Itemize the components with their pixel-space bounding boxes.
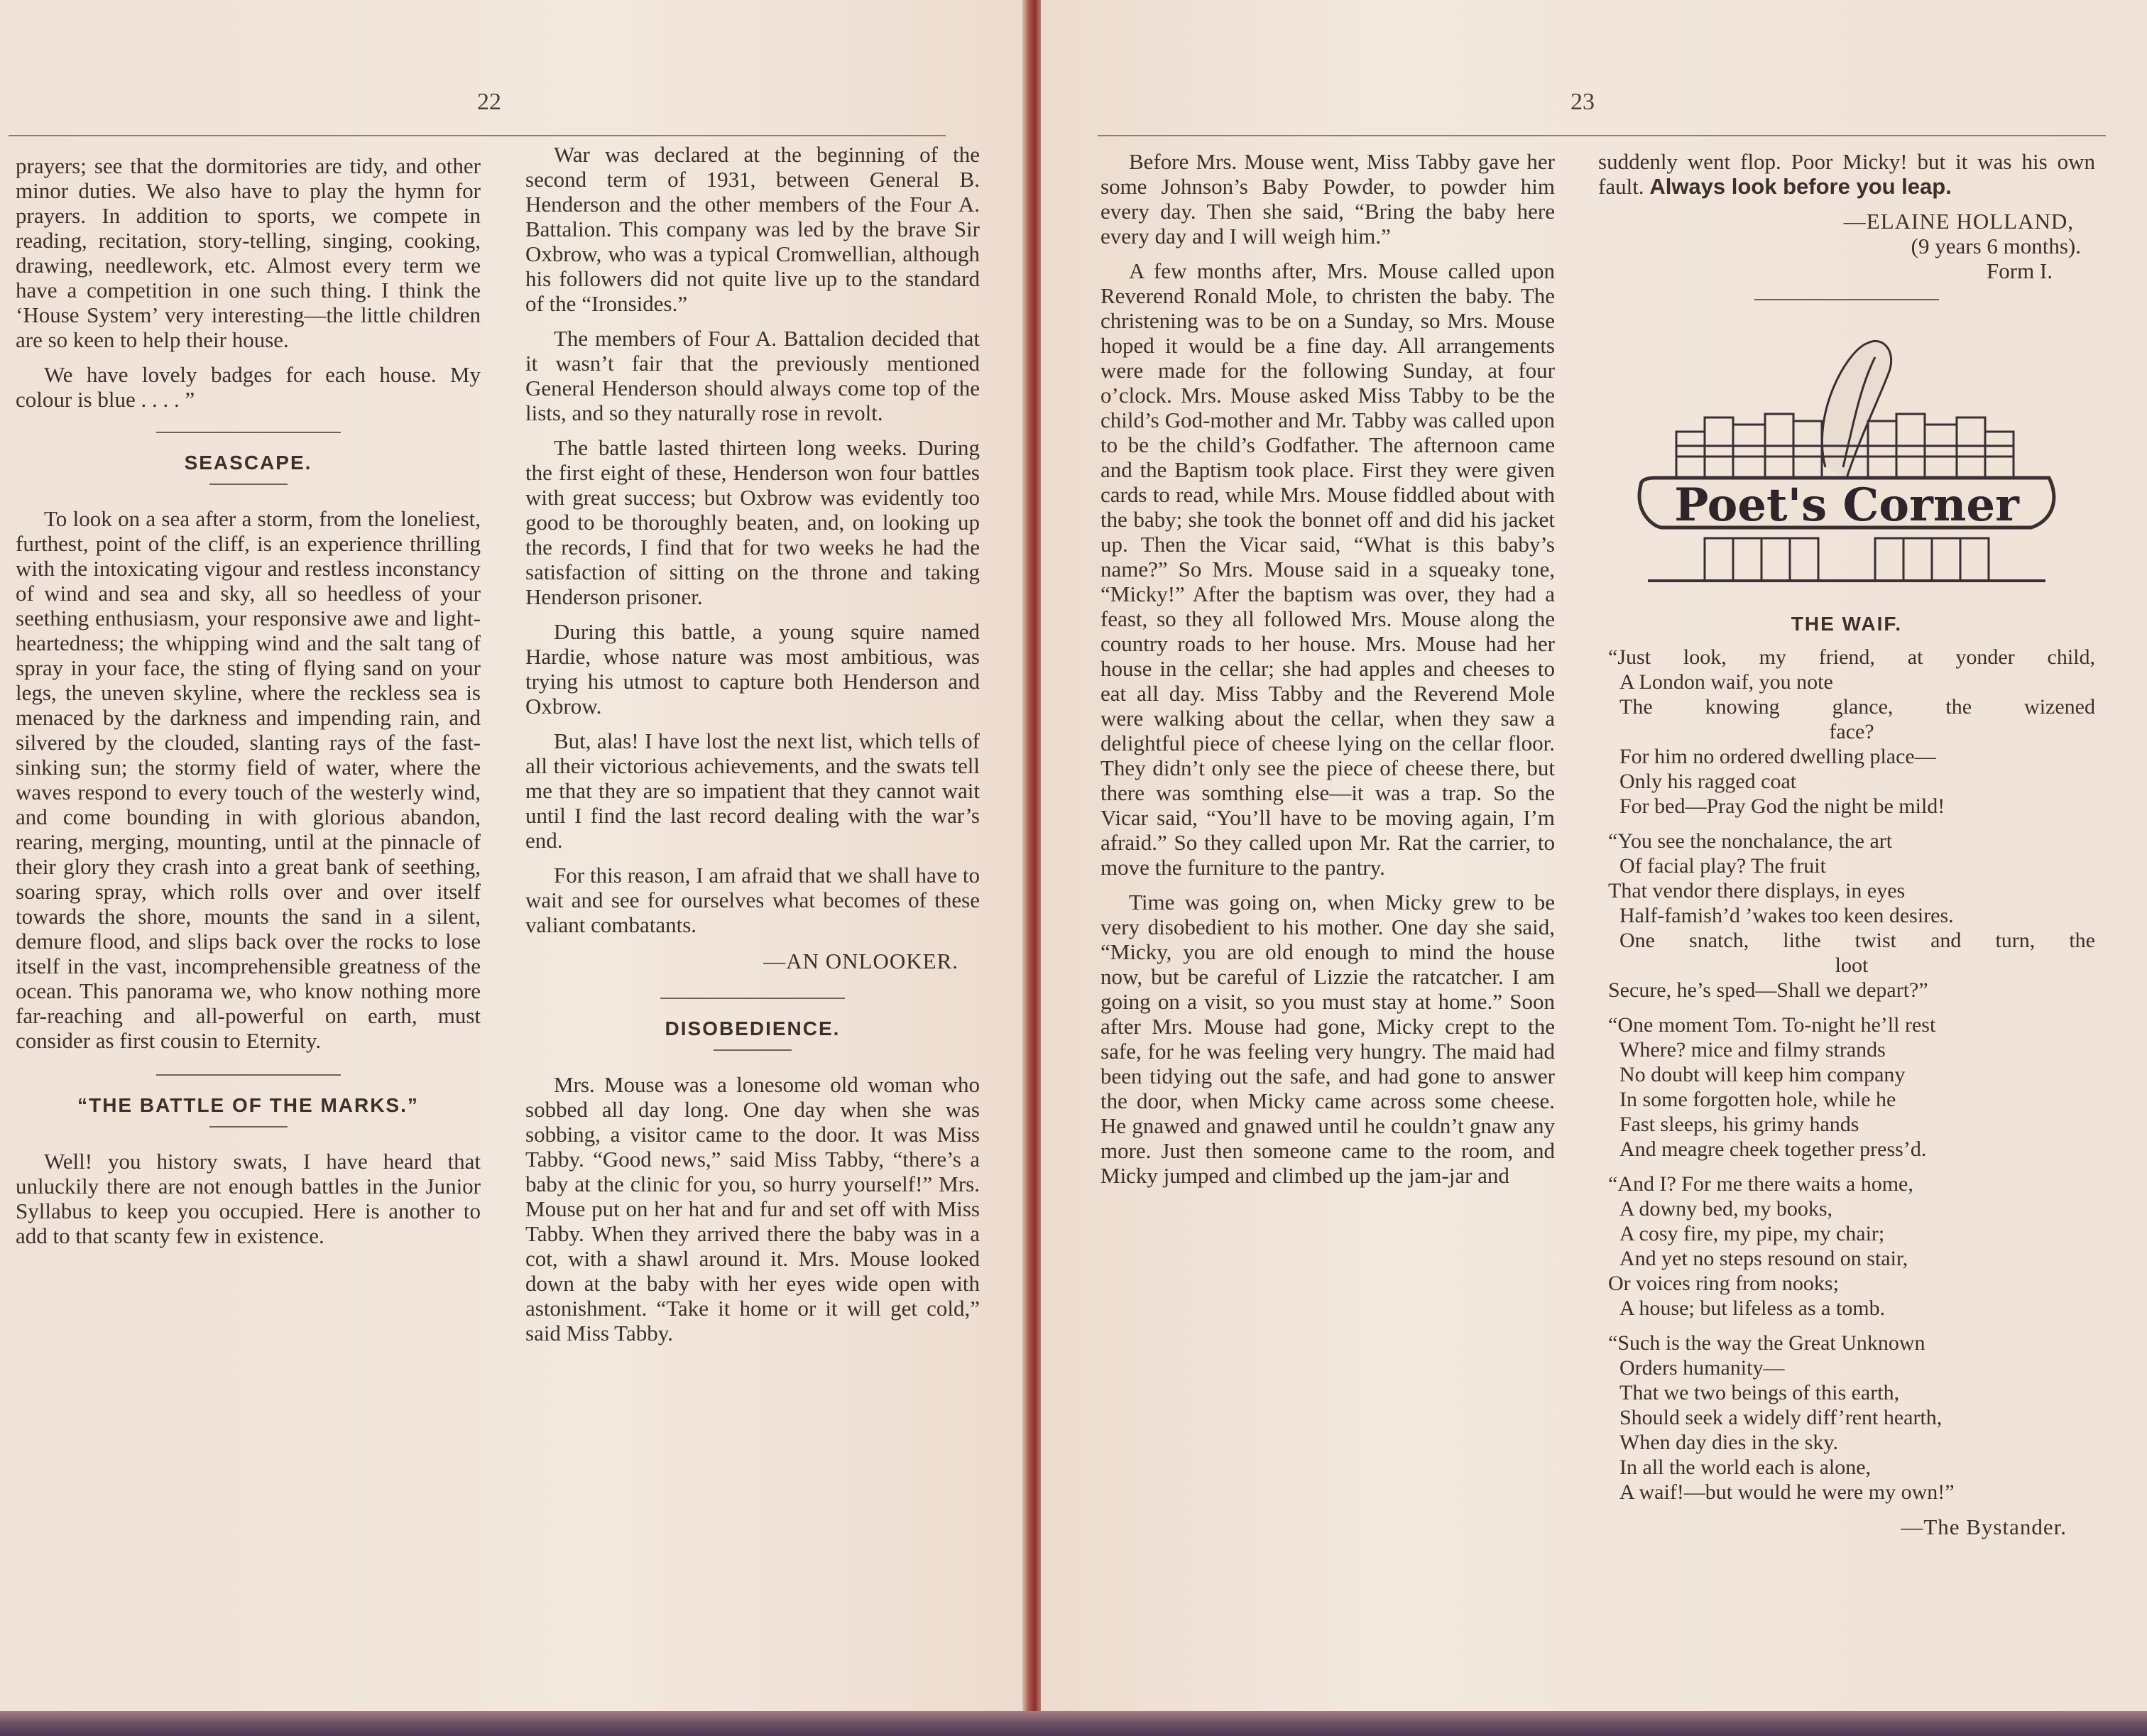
disobedience-paragraph: Time was going on, when Micky grew to be very disobedient to his mother. One day she said, “Micky, you are old enough to mind the house now, but be careful of Lizzie the ratcatcher. I am going on a visit, so you must stay at home.” Soon after Mrs. Mouse had gone, Micky crept to the safe, for he was feeling very hungry. The maid had been tidying out the safe, and had gone to answer the door, when Micky came across some cheese. He gnawed and gnawed until he couldn’t gnaw any more. Just then someone came to the room, and Micky jumped and climbed up the jam-jar and [1100,890,1555,1188]
poem-line: “Such is the way the Great Unknown [1608,1331,1925,1355]
title-divider [714,1049,792,1051]
battle-intro-paragraph: Well! you history swats, I have heard that unluckily there are not enough battles in the Junior Syllabus to keep you occupied. Here is another to add to that scanty few in existence. [16,1149,481,1248]
header-rule-left [9,135,946,136]
house-system-paragraph: prayers; see that the dormitories are tidy, and other minor duties. We also have to play the hymn for prayers. In addition to sports, we compete in reading, recitation, story-telling, singing, cooking, drawing, needlework, etc. Almost every term we have a competition in one such thing. I think the ‘House System’ very interesting—the little children are so keen to help their house. [16,153,481,352]
poets-corner-illustration [1634,315,2060,599]
bookshelf-quill-icon [1634,315,2060,599]
section-divider [156,432,341,433]
poem-stanza [1598,1012,2095,1162]
poem-line: A downy bed, my books, [1619,1197,1832,1221]
poem-line: Secure, he’s sped—Shall we depart?” [1608,978,1928,1002]
poem-line: “One moment Tom. To-night he’ll rest [1608,1013,1936,1037]
disobedience-paragraph: A few months after, Mrs. Mouse called upon Reverend Ronald Mole, to christen the baby. The christening was to be on a Sunday, so Mrs. Mouse hoped it would be a fine day. All arrangements were made for the following Sunday, at four o’clock. Mrs. Mouse asked Miss Tabby to be the child’s God-mother and Mr. Tabby was called upon to be the child’s Godfather. The afternoon came and the Baptism took place. First they were given cards to read, while Mrs. Mouse fiddled about with the baby; she took the bonnet off and did his jacket up. Then the Vicar said, “What is this baby’s name?” So Mrs. Mouse said in a squeaky tone, “Micky!” After the baptism was over, they had a feast, so they all followed Mrs. Mouse along the country roads to her house. Mrs. Mouse had her house in the cellar; she had apples and cheeses to eat all day. Miss Tabby and the Reverend Mole were walking about the cellar, when they saw a delightful piece of cheese lying on the cellar floor. They didn’t only see the piece of cheese there, but there was somthing else—it was a trap. So the Vicar said, “You’ll have to be moving again, I’m afraid.” So they called upon Mr. Rat the carrier, to move the furniture to the pantry. [1100,258,1555,880]
battle-title: “THE BATTLE OF THE MARKS.” [77,1094,419,1116]
cover-edge [0,1711,2147,1736]
title-divider [209,484,288,485]
left-page [0,0,1027,1711]
battle-paragraph: During this battle, a young squire named Hardie, whose nature was most ambitious, was trying his utmost to capture both Henderson and Oxbrow. [525,619,980,719]
poem-line: Of facial play? The fruit [1619,854,1826,878]
poem-stanza [1598,829,2095,1003]
right-page [1041,0,2147,1711]
poem-line: No doubt will keep him company [1619,1063,1906,1086]
author-age: (9 years 6 months). [1911,234,2081,258]
poem-line: “Just look, my friend, at yonder child, [1608,645,2095,669]
seascape-paragraph: To look on a sea after a storm, from the loneliest, furthest, point of the cliff, is an experience thrilling with the intoxicating vigour and restless inconstancy of wind and sea and sky, all so heedless of your seething enthusiasm, your responsive awe and light-heartedness; the whipping wind and the salt tang of spray in your face, the sting of flying sand on your legs, the uneven skyline, where the reckless sea is menaced by the darkness and impending rain, and silvered by the clouded, slanting rays of the fast-sinking sun; the stormy field of water, where the waves respond to every touch of the westerly wind, and come bounding in with glorious abandon, rearing, merging, mounting, until at the pinnacle of their glory they crash into a great bank of seething, soaring spray, which rolls over and over itself towards the shore, mounts the sand in a silent, demure flood, and slips back over the rocks to lose itself in the vast, incomprehensible greatness of the ocean. This panorama we, who know nothing more far-reaching and all-powerful on earth, must consider as first cousin to Eternity. [16,506,481,1053]
poem-signature: —The Bystander. [1901,1514,2067,1539]
author-signature: —ELAINE HOLLAND, [1843,209,2074,234]
disobedience-ending-text: suddenly went flop. Poor Micky! but it was his own fault. [1598,149,2095,199]
poem-line: And yet no steps resound on stair, [1619,1247,1908,1270]
poem-line: The knowing glance, the wizened [1619,695,2095,719]
moral-text: Always look before you leap. [1649,174,1952,199]
poem-line: For bed—Pray God the night be mild! [1619,795,1945,818]
battle-paragraph: But, alas! I have lost the next list, which tells of all their victorious achievements, and the swats tell me that they are so impatient that they cannot wait until I find the last record dealing with the war’s end. [525,728,980,853]
battle-paragraph: For this reason, I am afraid that we shall have to wait and see for ourselves what becomes of these valiant combatants. [525,863,980,937]
poem-stanza [1598,1331,2095,1505]
waif-title: THE WAIF. [1791,613,1903,635]
disobedience-paragraph: Before Mrs. Mouse went, Miss Tabby gave her some Johnson’s Baby Powder, to powder him every day. Then she said, “Bring the baby here every day and I will weigh him.” [1100,149,1555,249]
poem-line: face? [1829,720,1874,743]
disobedience-title: DISOBEDIENCE. [665,1017,841,1039]
poem-line: Or voices ring from nooks; [1608,1272,1839,1295]
disobedience-paragraph: Mrs. Mouse was a lonesome old woman who sobbed all day long. One day when she was sobbing, a visitor came to the door. It was Miss Tabby. “Good news,” said Miss Tabby, “there’s a baby at the clinic for you, so hurry yourself!” Mrs. Mouse put on her hat and fur and set off with Miss Tabby. When they arrived there the baby was in a cot, with a shawl around it. Mrs. Mouse looked down at the baby with her eyes wide open with astonishment. “Take it home or it will get cold,” said Miss Tabby. [525,1072,980,1345]
right-column-2 [1598,149,2095,1546]
section-divider [156,1074,341,1076]
poem-line: That we two beings of this earth, [1619,1381,1900,1404]
battle-paragraph: The members of Four A. Battalion decided that it wasn’t fair that the previously mentioned General Henderson should always come top of the lists, and so they naturally rose in revolt. [525,326,980,425]
poem-line: A house; but lifeless as a tomb. [1619,1296,1886,1320]
page-number-left: 22 [477,89,501,115]
house-badges-paragraph: We have lovely badges for each house. My colour is blue . . . . ” [16,362,481,412]
poem-line: In some forgotten hole, while he [1619,1088,1896,1111]
poem-line: Only his ragged coat [1619,770,1797,793]
poem-line: For him no ordered dwelling place— [1619,745,1936,768]
battle-paragraph: War was declared at the beginning of the second term of 1931, between General B. Henderson and the other members of the Four A. Battalion. This company was led by the brave Sir Oxbrow, who was a typical Cromwellian, although his followers did not quite live up to the standard of the “Ironsides.” [525,142,980,316]
seascape-title: SEASCAPE. [184,452,312,474]
disobedience-ending [1598,149,2095,199]
poem-line: A waif!—but would he were my own!” [1619,1480,1955,1504]
poem-line: Where? mice and filmy strands [1619,1038,1886,1061]
poem-line: That vendor there displays, in eyes [1608,879,1906,902]
poem-stanza [1598,1172,2095,1321]
poem-line: When day dies in the sky. [1619,1431,1838,1454]
poem-line: And meagre cheek together press’d. [1619,1137,1927,1161]
poem-line: loot [1835,954,1869,977]
author-form: Form I. [1987,258,2053,283]
title-divider [209,1126,288,1128]
poem-line: Should seek a widely diff’rent hearth, [1619,1406,1943,1429]
left-column-2 [525,142,980,1355]
section-divider [1754,299,1939,300]
poem-line: A cosy fire, my pipe, my chair; [1619,1222,1885,1245]
header-rule-right [1098,135,2106,136]
page-number-right: 23 [1570,89,1595,115]
poem-line: “You see the nonchalance, the art [1608,829,1893,853]
poem-line: Fast sleeps, his grimy hands [1619,1113,1859,1136]
poem-line: A London waif, you note [1619,670,1833,694]
poem-stanza [1598,645,2095,819]
banner-text: Poet's Corner [1674,479,2019,532]
section-divider [660,998,845,999]
poem-line: One snatch, lithe twist and turn, the [1619,929,2095,952]
battle-paragraph: The battle lasted thirteen long weeks. During the first eight of these, Henderson won four battles with great success; but Oxbrow was evidently too good to be thoroughly beaten, and, on looking up the records, I find that for two weeks he had the satisfaction of sitting on the throne and taking Henderson prisoner. [525,435,980,609]
right-column-1 [1100,149,1555,1198]
poem-line: “And I? For me there waits a home, [1608,1172,1913,1196]
poem-line: Orders humanity— [1619,1356,1785,1380]
left-column-1 [16,153,481,1258]
poem-line: Half-famish’d ’wakes too keen desires. [1619,904,1954,927]
battle-signature: —AN ONLOOKER. [763,949,958,973]
poem-line: In all the world each is alone, [1619,1456,1872,1479]
